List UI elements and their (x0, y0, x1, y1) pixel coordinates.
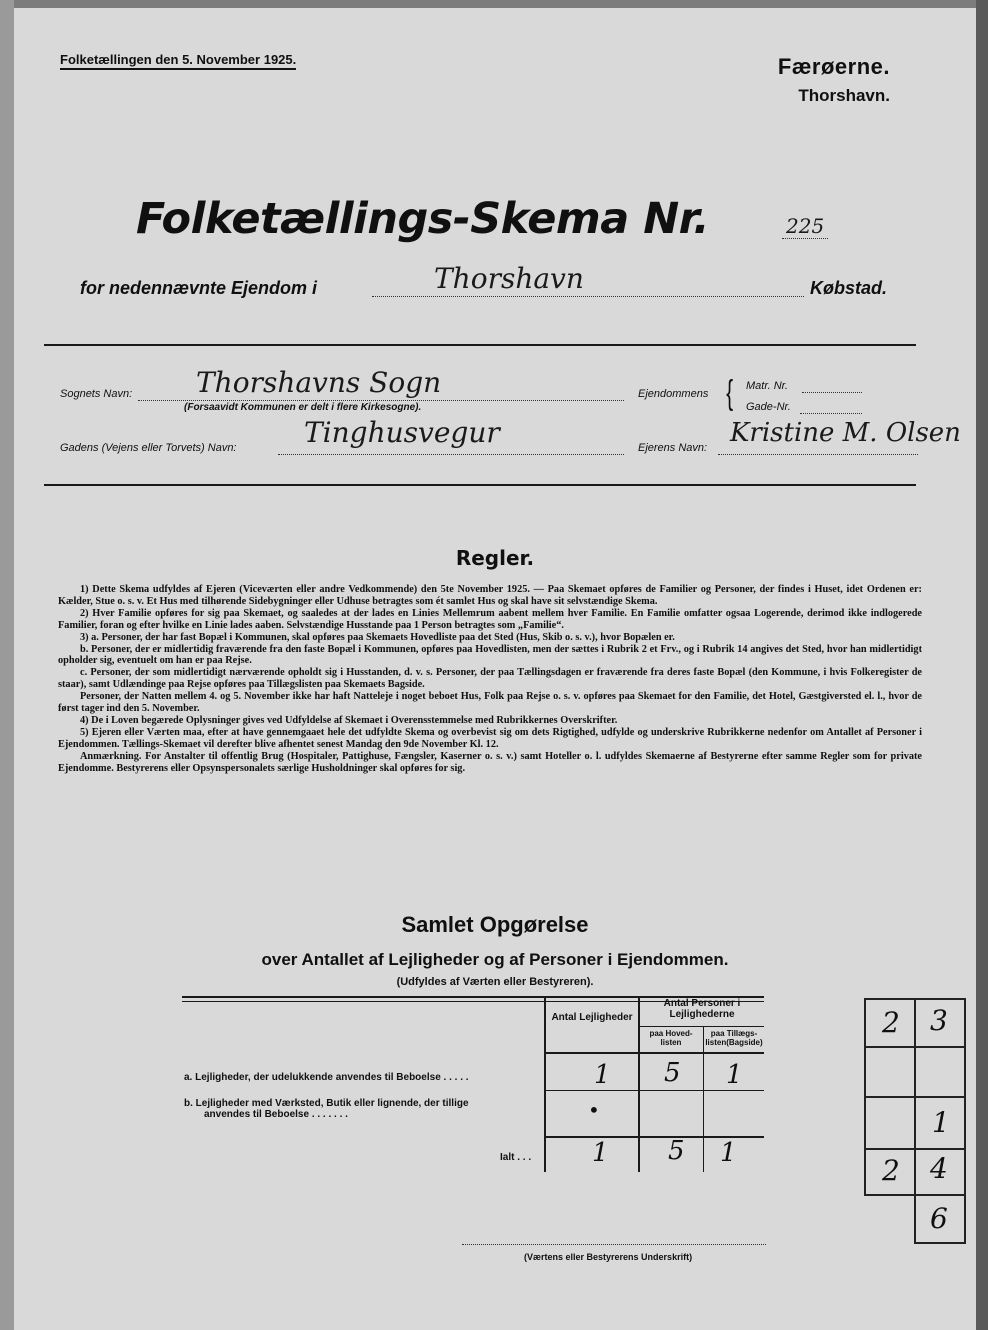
brace-glyph: { (726, 374, 734, 412)
rule-paragraph: b. Personer, der er midlertidig fraværende fra den faste Bopæl i Kommunen, opføres paa Hovedlisten, men der sættes i Rubrik 2 et Frv., og i Rubrik 14 angives det Sted, hvor han midlertidigt opholder sig, eventuelt om han er paa Rejse. (58, 643, 922, 667)
row-a-hoved: 5 (664, 1058, 681, 1088)
grid-cell (864, 1046, 916, 1098)
col-personer-header: Antal Personer i Lejlighederne (663, 998, 741, 1020)
matr-label: Matr. Nr. (746, 380, 788, 392)
census-form-page (14, 8, 976, 1330)
row-a-tillaeg: 1 (726, 1060, 743, 1090)
summary-subtitle: over Antallet af Lejligheder og af Personer i Ejendommen. (261, 950, 729, 969)
form-number-line (782, 238, 828, 239)
owner-value: Kristine M. Olsen (730, 418, 961, 448)
table-col-divider-2 (638, 996, 640, 1172)
owner-line (718, 454, 918, 455)
gade-nr-label: Gade-Nr. (746, 401, 791, 413)
divider-top (44, 344, 916, 346)
grid-value: 2 (882, 1154, 900, 1187)
matr-line (802, 392, 862, 393)
rule-paragraph: Anmærkning. For Anstalter til offentlig Brug (Hospitaler, Pattighuse, Fængsler, Kaserner o. s. v.) samt Hoteller o. l. udfyldes Skemaerne af Bestyrerne efter samme Regler som for private Ejendomme. Bestyrerens eller Opsynspersonalets særlige Husholdninger skal opføres for sig. (58, 750, 922, 774)
city-value: Thorshavn (434, 262, 584, 295)
rule-paragraph: c. Personer, der som midlertidigt nærværende opholdt sig i Husstanden, d. v. s. Personer, der paa Tællingsdagen er fraværende fra deres faste Bopæl (den Kommune, i hvis Folkeregister de staar), samt Udlændinge paa Rejse opføres paa Tillægslisten paa Skemaets Bagside. (58, 667, 922, 691)
parish-line (138, 400, 624, 401)
summary-note: (Udfyldes af Værten eller Bestyreren). (396, 976, 594, 988)
scan-edge-left (0, 0, 14, 1330)
rule-paragraph: 3) a. Personer, der har fast Bopæl i Kommunen, skal opføres paa Skemaets Hovedliste paa det Sted (Hus, Skib o. s. v.), hvor Bopælen er. (80, 631, 675, 643)
parish-label: Sognets Navn: (60, 388, 133, 400)
owner-label: Ejerens Navn: (638, 442, 708, 454)
street-label: Gadens (Vejens eller Torvets) Navn: (60, 442, 237, 454)
table-col-divider-3 (703, 1026, 704, 1172)
property-label: for nedennævnte Ejendom i (80, 278, 318, 298)
table-sub-header-rule (638, 1026, 764, 1027)
property-id-label: Ejendommens (638, 388, 709, 400)
ialt-antal: 1 (592, 1138, 609, 1168)
row-a-antal: 1 (594, 1060, 611, 1090)
row-a-label: a. Lejligheder, der udelukkende anvendes til Beboelse . . . . . (184, 1072, 469, 1083)
ialt-tillaeg: 1 (720, 1138, 737, 1168)
row-b-label-2: anvendes til Beboelse . . . . . . . (204, 1109, 348, 1120)
kobstad-label: Købstad. (810, 278, 888, 298)
rules-title: Regler. (455, 546, 535, 570)
grid-value: 6 (930, 1202, 948, 1235)
parish-value: Thorshavns Sogn (196, 366, 442, 399)
signature-label: (Værtens eller Bestyrerens Underskrift) (524, 1252, 693, 1262)
gade-nr-line (800, 413, 862, 414)
scan-edge-right (976, 0, 988, 1330)
grid-cell (864, 1096, 916, 1150)
rule-paragraph: 5) Ejeren eller Værten maa, efter at have gennemgaaet hele det udfyldte Skema og overbevist sig om dets Rigtighed, udfylde og underskrive Rubrikkerne nedenfor om Antallet af Personer i Ejendommen. Tællings-Skemaet vil derefter blive afhentet senest Mandag den 9de November Kl. 12. (58, 726, 922, 750)
region-header: Færøerne. (777, 54, 890, 79)
form-number-value: 225 (786, 214, 825, 238)
grid-value: 1 (932, 1106, 950, 1139)
rule-paragraph: 1) Dette Skema udfyldes af Ejeren (Viceværten eller andre Vedkommende) den 5te November 1925. — Paa Skemaet opføres de Familier og Personer, der findes i Huset, idet Ordenen er: Kælder, Stue o. s. v. Et Hus med tilhørende Sidebygninger eller Udhuse betragtes som ét samlet Hus og skal have sit selvstændige Skema. (58, 584, 922, 607)
street-value: Tinghusvegur (304, 416, 500, 449)
row-ialt-label: Ialt . . . (500, 1152, 532, 1163)
city-line (372, 296, 804, 297)
col-tillaeg-header: paa Tillægs-listen(Bagside) (705, 1029, 763, 1047)
col-antal-header: Antal Lejligheder (551, 1012, 633, 1023)
table-header-bottom-rule (544, 1052, 764, 1054)
rule-paragraph: 4) De i Loven begærede Oplysninger gives ved Udfyldelse af Skemaet i Overensstemmelse med Rubrikkernes Overskrifter. (80, 714, 618, 726)
grid-value: 4 (930, 1152, 948, 1185)
row-b-label: b. Lejligheder med Værksted, Butik eller lignende, der tillige (184, 1098, 469, 1109)
signature-line (462, 1244, 766, 1245)
divider-bottom (44, 484, 916, 486)
ialt-hoved: 5 (668, 1136, 685, 1166)
col-hoved-header: paa Hoved-listen (649, 1029, 693, 1047)
rule-paragraph: 2) Hver Familie opføres for sig paa Skemaet, og saaledes at der lades en Linies Mellemrum aabent mellem hver Familie. En Familie omfatter ogsaa Logerende, derimod ikke indlogerede Familier, foran og efter hvilke en Linie lades aaben. Selvstændige Husstande paa 1 Person betragtes som „Familie“. (58, 607, 922, 631)
town-header: Thorshavn. (798, 86, 890, 105)
street-line (278, 454, 624, 455)
row-b-antal: • (588, 1098, 600, 1122)
rule-paragraph: Personer, der Natten mellem 4. og 5. November ikke har haft Natteleje i noget beboet Hus, Folk paa Rejse o. s. v. opføres paa Skemaet for den Familie, det Hotel, Gæstgiversted el. l., hvor de først tager ind den 5. November. (58, 691, 922, 715)
summary-title: Samlet Opgørelse (401, 912, 589, 937)
form-title: Folketællings-Skema Nr. (136, 194, 710, 244)
parish-note: (Forsaavidt Kommunen er delt i flere Kirkesogne). (184, 402, 422, 413)
rules-text (58, 584, 922, 775)
grid-value: 2 (882, 1006, 900, 1039)
grid-value: 3 (930, 1004, 948, 1037)
census-date-header: Folketællingen den 5. November 1925. (60, 52, 296, 70)
grid-cell (914, 1046, 966, 1098)
table-row-a-rule (544, 1090, 764, 1091)
